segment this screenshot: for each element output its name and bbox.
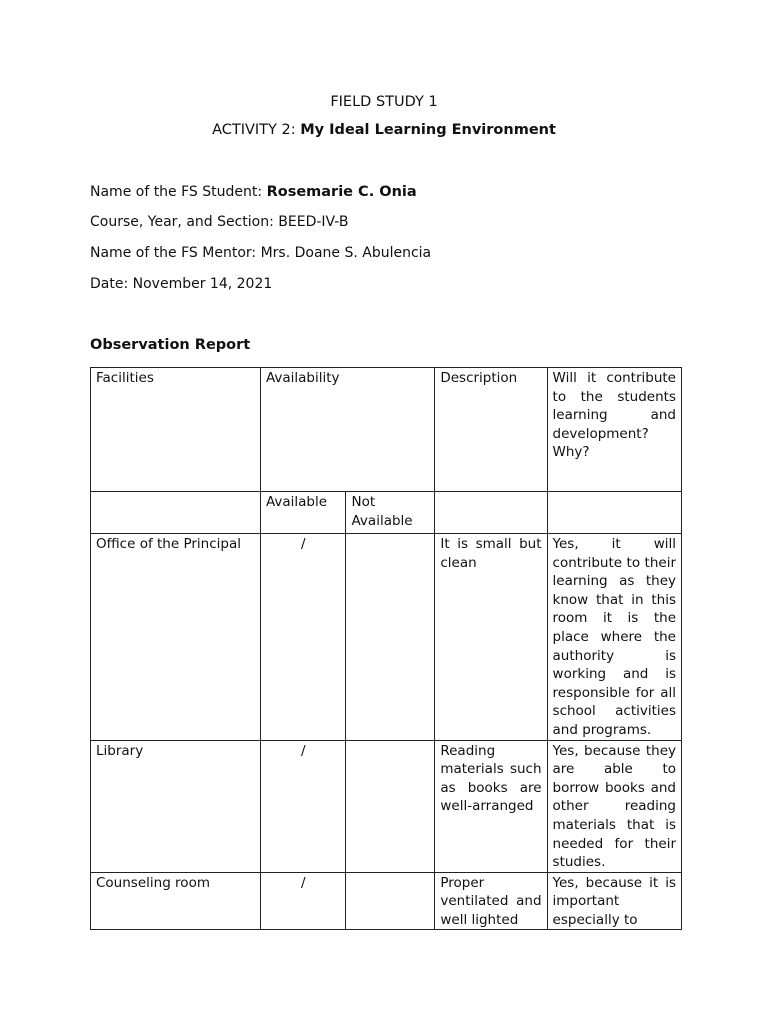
table-row — [91, 872, 682, 930]
not-available-cell — [346, 740, 435, 872]
header-facilities: Facilities — [91, 368, 261, 492]
description-cell: Proper ventilated and well lighted — [435, 872, 547, 930]
table-row — [91, 534, 682, 741]
contribution-cell: Yes, because it is important especially to — [547, 872, 681, 930]
mentor-line — [90, 245, 431, 261]
header-contribution: Will it contribute to the students learning and development? Why? — [547, 368, 681, 492]
facility-cell: Office of the Principal — [91, 534, 261, 741]
not-available-cell — [346, 872, 435, 930]
header-description: Description — [435, 368, 547, 492]
table-header-row — [91, 368, 682, 492]
description-cell: It is small but clean — [435, 534, 547, 741]
contribution-cell: Yes, it will contribute to their learning as they know that in this room it is the place where the authority is working and is responsible for all school activities and programs. — [547, 534, 681, 741]
subheader-available: Available — [260, 492, 346, 534]
subheader-empty — [435, 492, 547, 534]
course-value: BEED-IV-B — [278, 214, 349, 230]
course-line — [90, 214, 348, 230]
report-heading: Observation Report — [90, 337, 251, 353]
student-line — [90, 184, 417, 200]
facility-cell: Counseling room — [91, 872, 261, 930]
date-line — [90, 276, 272, 292]
document-title: FIELD STUDY 1 — [330, 94, 438, 110]
observation-table — [90, 367, 682, 930]
subheader-empty — [547, 492, 681, 534]
mentor-value: Mrs. Doane S. Abulencia — [260, 245, 432, 261]
available-cell: / — [260, 740, 346, 872]
description-cell: Reading materials such as books are well-arranged — [435, 740, 547, 872]
facility-cell: Library — [91, 740, 261, 872]
available-cell: / — [260, 872, 346, 930]
course-label: Course, Year, and Section: — [90, 214, 274, 230]
student-label: Name of the FS Student: — [90, 184, 263, 200]
mentor-label: Name of the FS Mentor: — [90, 245, 257, 261]
header-availability: Availability — [260, 368, 434, 492]
table-row — [91, 740, 682, 872]
subheader-not-available: Not Available — [346, 492, 435, 534]
date-label: Date: — [90, 276, 129, 292]
subheader-empty — [91, 492, 261, 534]
activity-title — [0, 122, 768, 138]
contribution-cell: Yes, because they are able to borrow books and other reading materials that is needed for their studies. — [547, 740, 681, 872]
student-name: Rosemarie C. Onia — [266, 184, 417, 200]
table-subheader-row — [91, 492, 682, 534]
activity-label: ACTIVITY 2: — [212, 122, 296, 138]
activity-name: My Ideal Learning Environment — [300, 122, 556, 138]
available-cell: / — [260, 534, 346, 741]
date-value: November 14, 2021 — [132, 276, 273, 292]
not-available-cell — [346, 534, 435, 741]
